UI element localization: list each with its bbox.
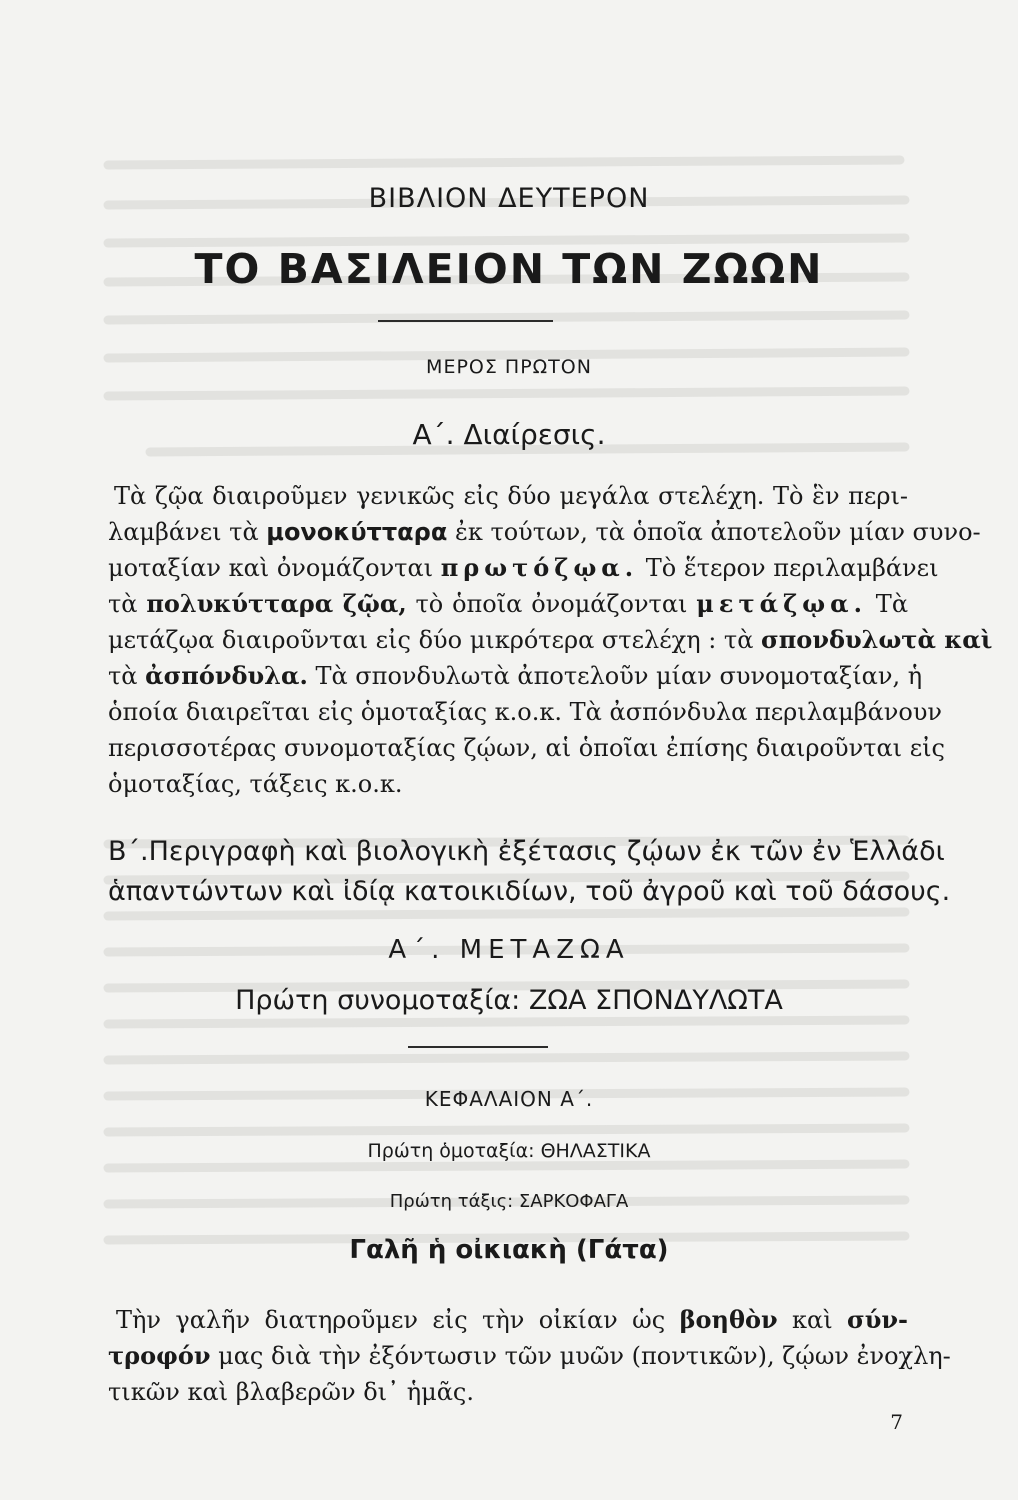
heading-line: Β΄.Περιγραφὴ καὶ βιολογικὴ ἐξέτασις ζῴων ἐκ τῶν ἐν Ἑλλάδι	[108, 836, 945, 867]
paragraph-line: τὰ πολυκύτταρα ζῷα, τὸ ὁποῖα ὀνομάζονται μετάζῳα. Τὰ	[108, 589, 909, 618]
paragraph-line: μετάζῳα διαιροῦνται εἰς δύο μικρότερα στελέχη : τὰ σπονδυλωτὰ καὶ	[108, 625, 993, 654]
paragraph-line: περισσοτέρας συνομοταξίας ζῴων, αἱ ὁποῖαι ἐπίσης διαιροῦνται εἰς	[108, 734, 945, 762]
chapter-title: ΚΕΦΑΛΑΙΟΝ Α΄.	[424, 1087, 594, 1111]
class-title: Πρώτη ὁμοταξία: ΘΗΛΑΣΤΙΚΑ	[367, 1140, 651, 1162]
paragraph-line: Τὴν γαλῆν διατηροῦμεν εἰς τὴν οἰκίαν ὡς βοηθὸν καὶ σύν-	[116, 1305, 908, 1334]
paragraph-line: μοταξίαν καὶ ὀνομάζονται πρωτόζῳα. Τὸ ἕτερον περιλαμβάνει	[108, 553, 939, 582]
paragraph-line: ὁμοταξίας, τάξεις κ.ο.κ.	[108, 770, 403, 798]
order-title: Πρώτη τάξις: ΣΑΡΚΟΦΑΓΑ	[389, 1191, 629, 1212]
part-title: ΜΕΡΟΣ ΠΡΩΤΟΝ	[426, 356, 592, 378]
intro-paragraph	[108, 478, 993, 802]
page-number: 7	[890, 1410, 903, 1434]
heading-line: ἁπαντώντων καὶ ἰδίᾳ κατοικιδίων, τοῦ ἀγροῦ καὶ τοῦ δάσους.	[108, 876, 951, 907]
metazoa-title: Α΄. ΜΕΤΑΖΩΑ	[388, 935, 630, 965]
paragraph-line: τροφόν μας διὰ τὴν ἐξόντωσιν τῶν μυῶν (ποντικῶν), ζῴων ἐνοχλη-	[108, 1341, 951, 1370]
section-a-title: Α΄. Διαίρεσις.	[412, 418, 606, 451]
phylum-divider	[408, 1046, 548, 1048]
phylum-title: Πρώτη συνομοταξία: ΖΩΑ ΣΠΟΝΔΥΛΩΤΑ	[235, 985, 783, 1016]
animal-title: Γαλῆ ἡ οἰκιακὴ (Γάτα)	[349, 1235, 669, 1265]
paragraph-line: Τὰ ζῷα διαιροῦμεν γενικῶς εἰς δύο μεγάλα στελέχη. Τὸ ἓν περι-	[114, 482, 908, 510]
cat-paragraph	[108, 1302, 951, 1410]
paragraph-line: λαμβάνει τὰ μονοκύτταρα ἐκ τούτων, τὰ ὁποῖα ἀποτελοῦν μίαν συνο-	[108, 518, 981, 546]
paragraph-line: τικῶν καὶ βλαβερῶν δι᾽ ἡμᾶς.	[108, 1378, 474, 1406]
section-b-heading	[108, 832, 951, 912]
main-title: ΤΟ ΒΑΣΙΛΕΙΟΝ ΤΩΝ ΖΩΩΝ	[194, 245, 824, 293]
title-divider	[378, 320, 553, 322]
paragraph-line: τὰ ἀσπόνδυλα. Τὰ σπονδυλωτὰ ἀποτελοῦν μίαν συνομοταξίαν, ἡ	[108, 661, 923, 690]
book-title: ΒΙΒΛΙΟΝ ΔΕΥΤΕΡΟΝ	[368, 183, 650, 214]
paragraph-line: ὁποία διαιρεῖται εἰς ὁμοταξίας κ.ο.κ. Τὰ ἀσπόνδυλα περιλαμβάνουν	[108, 698, 943, 726]
